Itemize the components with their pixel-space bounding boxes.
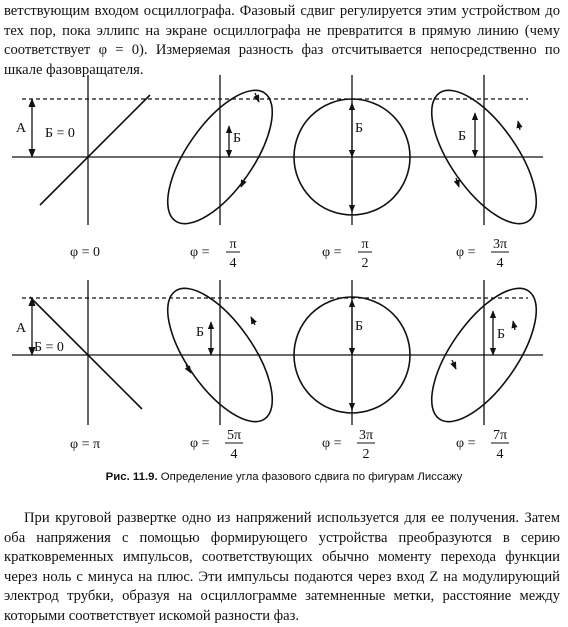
row2-phi-4-den: 4	[496, 447, 504, 462]
row1-phi-2-den: 4	[229, 256, 237, 271]
row2-phi-1: φ = π	[70, 437, 101, 452]
row2-label-b-2: Б	[196, 325, 205, 340]
row2-phi-2-den: 4	[230, 447, 238, 462]
row1-label-b-zero: Б = 0	[45, 126, 75, 141]
row2-label-b-3: Б	[355, 319, 364, 334]
row2-phi-2-num: 5π	[226, 428, 242, 443]
row2-phi-3-num: 3π	[358, 428, 374, 443]
row2-phi-2-prefix: φ =	[190, 436, 210, 451]
row1-label-b-4: Б	[458, 129, 467, 144]
row1-direction-arrow-2a	[255, 93, 259, 102]
row2-direction-arrow-4a	[452, 360, 456, 369]
row1-line-phi0	[40, 95, 150, 205]
figure-caption	[0, 471, 568, 483]
row1-phi-4-prefix: φ =	[456, 245, 476, 260]
row1-phi-2-prefix: φ =	[190, 245, 210, 260]
row1-phi-3-num: π	[361, 237, 369, 252]
row2-phi-4-num: 7π	[492, 428, 508, 443]
row2-label-a: А	[16, 321, 27, 336]
paragraph-bottom: При круговой развертке одно из напряжений используется для ее получения. Затем оба напряжения с помощью формирующего устройства преобразуются в серию кратковременных импульсов, соответствующих обычно моменту перехода функции через ноль с минуса на плюс. Эти импульсы подаются через вход Z на модулирующий электрод трубки, образуя на осциллограмме затемненные метки, расстояние между которыми соответствует искомой разности фаз.	[4, 510, 560, 624]
row1-phi-2-num: π	[229, 237, 237, 252]
row2-label-b-4: Б	[497, 327, 506, 342]
row1-label-a: А	[16, 121, 27, 136]
row1-phi-3-prefix: φ =	[322, 245, 342, 260]
row1-phi-4-den: 4	[496, 256, 504, 271]
row1-label-b-3: Б	[355, 121, 364, 136]
row1-phi-1: φ = 0	[70, 245, 100, 260]
row2-direction-arrow-2b	[251, 317, 255, 325]
caption-text: Определение угла фазового сдвига по фигурам Лиссажу	[160, 471, 463, 483]
row1-phi-4-num: 3π	[492, 237, 508, 252]
caption-label: Рис. 11.9.	[105, 471, 158, 483]
row2-label-b-zero: Б = 0	[34, 340, 64, 355]
row2-phi-3-den: 2	[362, 447, 370, 462]
row1-direction-arrow-4b	[518, 121, 520, 130]
row1-phi-3-den: 2	[361, 256, 369, 271]
row2-phi-3-prefix: φ =	[322, 436, 342, 451]
row2-direction-arrow-4b	[513, 321, 515, 330]
row1-label-b-2: Б	[233, 131, 242, 146]
row2-phi-4-prefix: φ =	[456, 436, 476, 451]
paragraph-top: ветствующим входом осциллографа. Фазовый сдвиг регулируется этим устройством до тех пор, пока эллипс на экране осциллографа не превратится в прямую линию (чему соответствует φ = 0). Измеряемая разность фаз отсчитывается непосредственно по шкале фазовращателя.	[4, 3, 560, 78]
